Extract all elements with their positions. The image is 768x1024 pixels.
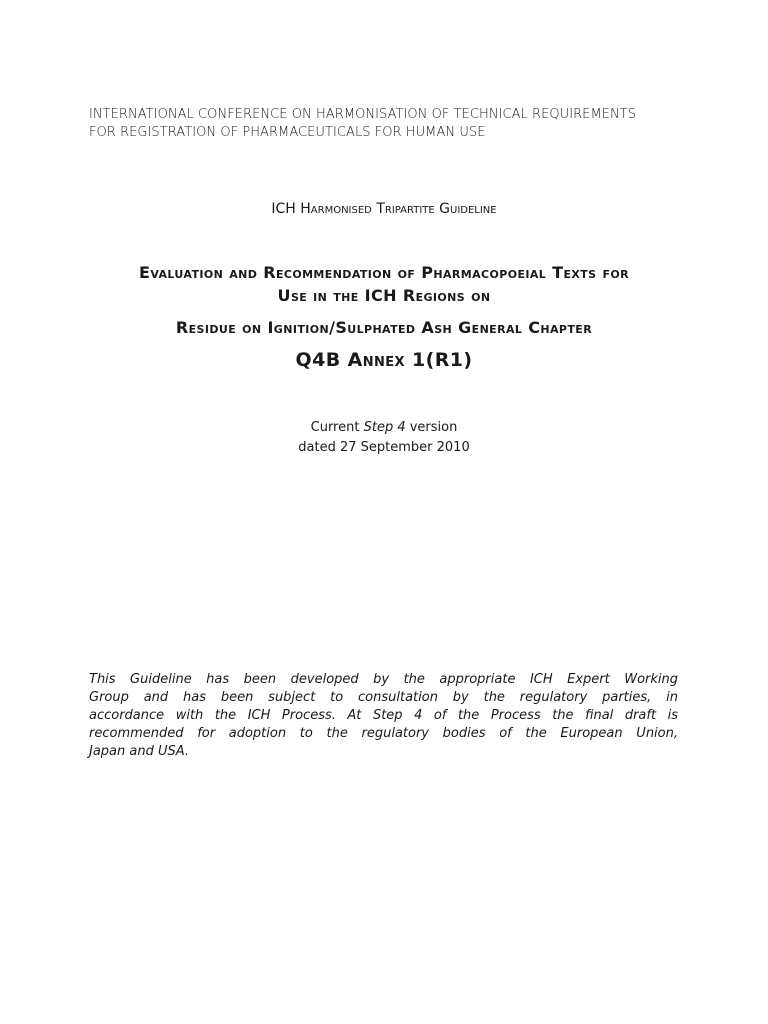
document-code: Q4B Annex 1(R1)	[295, 349, 473, 371]
disclaimer-line: Japan and USA.	[89, 744, 190, 759]
disclaimer-line: accordance with the ICH Process. At Step 4 of the Process the final draft is	[89, 708, 678, 723]
disclaimer-line: Group and has been subject to consultation by the regulatory parties, in	[89, 690, 678, 705]
conference-line-2: FOR REGISTRATION OF PHARMACEUTICALS FOR HUMAN USE	[89, 125, 486, 140]
version-date: dated 27 September 2010	[298, 440, 470, 455]
disclaimer-paragraph	[89, 671, 678, 761]
guideline-type: ICH Harmonised Tripartite Guideline	[271, 201, 497, 217]
disclaimer-line: recommended for adoption to the regulatory bodies of the European Union,	[89, 726, 678, 741]
disclaimer-line: This Guideline has been developed by the appropriate ICH Expert Working	[89, 672, 678, 687]
title-line-1: Evaluation and Recommendation of Pharmacopoeial Texts for	[139, 263, 629, 282]
conference-header	[89, 106, 689, 142]
title-line-2: Use in the ICH Regions on	[277, 286, 491, 305]
version-info	[0, 418, 768, 458]
title-line-3: Residue on Ignition/Sulphated Ash General Chapter	[175, 318, 593, 337]
conference-line-1: INTERNATIONAL CONFERENCE ON HARMONISATION OF TECHNICAL REQUIREMENTS	[89, 107, 637, 122]
version-line	[0, 418, 768, 438]
version-prefix: Current	[310, 420, 364, 435]
version-step: Step 4	[363, 420, 406, 435]
version-suffix: version	[405, 420, 458, 435]
